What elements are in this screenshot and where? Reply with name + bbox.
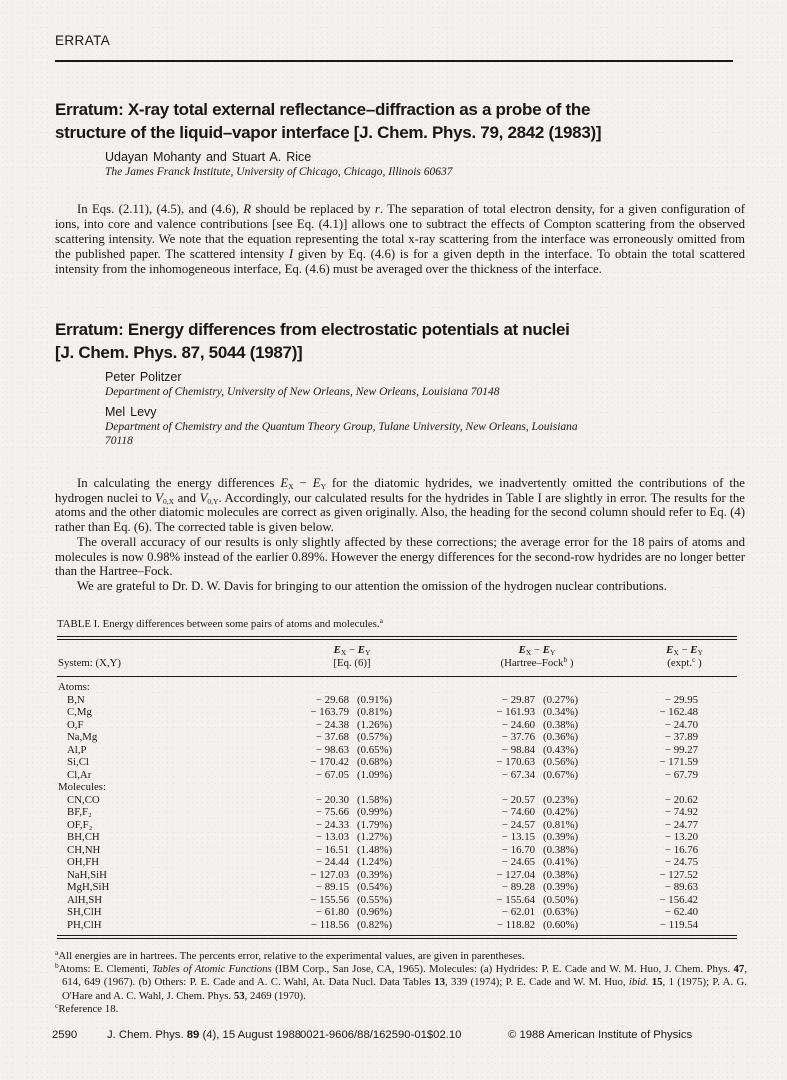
footnote-marker-b: b	[563, 655, 568, 664]
eq6-value: − 127.03	[310, 868, 349, 881]
col-header-expt	[627, 644, 742, 670]
masthead-label: ERRATA	[55, 33, 111, 48]
eq6-percent: (0.91%)	[357, 693, 393, 706]
hartree-fock-percent: (0.63%)	[543, 906, 579, 918]
italic-title: Tables of Atomic Functions	[152, 963, 272, 976]
erratum2-paragraph-3: We are grateful to Dr. D. W. Davis for bringing to our attention the omission of the hydrogen nuclear contributions.	[77, 578, 667, 593]
expt-value: − 16.76	[664, 843, 698, 856]
math-minus: −	[678, 644, 691, 656]
eq6-formula	[257, 644, 447, 657]
erratum2-author2: Mel Levy	[105, 405, 157, 419]
eq6-value: − 118.56	[310, 918, 349, 931]
footnote-marker-a: a	[55, 948, 59, 957]
erratum1-title-line1: Erratum: X-ray total external reflectance–diffraction as a probe of the	[55, 100, 591, 119]
footnote-marker-b: b	[55, 961, 59, 971]
math-var-E: E	[666, 644, 674, 656]
table-row	[57, 894, 737, 907]
eq6-value: − 24.33	[315, 818, 349, 831]
table-row	[57, 881, 737, 894]
math-var-E: E	[312, 476, 321, 490]
expt-subhead	[627, 657, 742, 670]
eq6-percent: (0.68%)	[357, 756, 393, 768]
eq6-value: − 16.51	[315, 843, 349, 856]
erratum2-author1: Peter Politzer	[105, 370, 182, 384]
eq6-percent: (0.96%)	[357, 906, 393, 918]
erratum1-paragraph	[55, 202, 745, 277]
table-header	[57, 640, 737, 670]
col-header-system	[57, 644, 257, 670]
eq6-value: − 13.03	[315, 831, 349, 843]
table-row	[57, 831, 737, 844]
expt-value: − 24.77	[664, 818, 698, 831]
erratum1-authors: Udayan Mohanty and Stuart A. Rice	[105, 150, 312, 164]
math-var-E: E	[542, 644, 550, 656]
eq6-value: − 37.68	[315, 731, 349, 743]
table-row	[57, 844, 737, 857]
expt-value: − 156.42	[659, 893, 698, 906]
eq6-percent: (0.82%)	[357, 918, 393, 931]
erratum2-affiliation2	[105, 420, 578, 448]
hartree-fock-value: − 74.60	[501, 806, 535, 818]
eq6-subhead: [Eq. (6)]	[333, 657, 371, 669]
table-row	[57, 819, 737, 832]
eq6-percent: (0.65%)	[357, 743, 393, 756]
text-segment: . Accordingly, our calculated results for the hydrides in Table I are slightly in error. The results for the atoms and the other diatomic molecules are correct as given originally. Also, the heading for the second column should refer to Eq. (4) rather than Eq. (6). The corrected table is given below.	[55, 490, 745, 535]
table-caption	[57, 618, 747, 630]
expt-value: − 24.70	[664, 718, 698, 731]
table-footnotes	[55, 950, 747, 1016]
hartree-fock-percent: (0.43%)	[543, 743, 579, 756]
text-segment: In Eqs. (2.11), (4.5), and (4.6),	[77, 202, 244, 216]
eq6-percent: (0.57%)	[357, 731, 393, 743]
math-sub-X: X	[340, 648, 347, 657]
math-var-E: E	[280, 476, 289, 490]
text-segment: given by Eq. (4.6) is for a given depth in the interface. To obtain the total scattered intensity from the inhomogeneous interface, Eq. (4.6) must be averaged over the thickness of the interface.	[55, 247, 746, 276]
footer-copyright: © 1988 American Institute of Physics	[508, 1029, 693, 1041]
text-segment: . The separation of total electron density, for a given configuration of ions, into core and valence contributions [see Eq. (4.1)] allows one to subtract the effects of Compton scattering from the observed scattering intensity. We note that the equation representing the total x-ray scattering from the interface was erroneously omitted from the published paper. The scattered intensity	[55, 202, 745, 261]
eq6-value: − 61.80	[315, 906, 349, 918]
system-cell: CN,CO	[67, 793, 100, 806]
math-E-X-minus-E-Y	[280, 476, 326, 490]
page-footer	[0, 1029, 787, 1045]
erratum2-paragraph-1	[55, 476, 745, 535]
system-cell: PH,ClH	[67, 918, 102, 931]
hartree-fock-value: − 16.70	[501, 843, 535, 856]
hf-subhead	[447, 657, 627, 670]
eq6-value: − 75.66	[315, 806, 349, 818]
text-segment: and	[174, 490, 200, 505]
table-row	[57, 756, 737, 769]
hartree-fock-percent: (0.81%)	[543, 818, 579, 831]
system-header-label: System: (X,Y)	[58, 657, 121, 669]
hartree-fock-percent: (0.38%)	[543, 718, 579, 731]
footer-issn-code: 0021-9606/88/162590-01$02.10	[300, 1029, 462, 1041]
system-cell: NaH,SiH	[67, 868, 107, 881]
hartree-fock-percent: (0.23%)	[543, 793, 579, 806]
expt-value: − 20.62	[664, 793, 698, 806]
bold-volume: 15	[651, 976, 663, 989]
math-var-E: E	[518, 644, 526, 656]
math-sub-Y: Y	[364, 648, 371, 657]
math-sub-Y: Y	[320, 482, 326, 491]
hartree-fock-value: − 29.87	[501, 693, 535, 706]
footnote-b	[55, 963, 747, 1003]
table-row	[57, 856, 737, 869]
system-cell: C,Mg	[67, 706, 92, 718]
eq6-percent: (0.55%)	[357, 893, 393, 906]
text-segment: , 339 (1974); P. E. Cade and W. M. Huo,	[445, 976, 629, 989]
math-sub-Y: Y	[697, 648, 703, 657]
hartree-fock-value: − 13.15	[501, 831, 535, 843]
expt-value: − 171.59	[659, 756, 698, 768]
table-row	[57, 731, 737, 744]
erratum1-body	[55, 202, 745, 277]
text-segment: (4), 15 August 1988	[199, 1029, 302, 1041]
math-var-V: V	[199, 490, 208, 505]
expt-value: − 29.95	[664, 693, 698, 706]
math-minus: −	[531, 644, 543, 656]
table-row	[57, 769, 737, 782]
footer-journal-citation	[107, 1029, 301, 1041]
footnote-marker-c: c	[55, 1000, 59, 1010]
hartree-fock-value: − 24.57	[501, 818, 535, 831]
affiliation2-line1: Department of Chemistry and the Quantum Theory Group, Tulane University, New Orleans, Louisiana	[105, 421, 578, 433]
system-cell: B,N	[67, 693, 85, 706]
table-caption-text: Energy differences between some pairs of atoms and molecules.	[99, 618, 380, 630]
expt-value: − 37.89	[664, 731, 698, 743]
math-var-V: V	[155, 490, 163, 505]
math-sub-X: X	[673, 648, 679, 657]
col-header-hartree-fock	[447, 644, 627, 670]
hartree-fock-percent: (0.36%)	[543, 731, 579, 743]
eq6-percent: (0.99%)	[357, 806, 393, 818]
bold-volume: 47	[733, 963, 745, 976]
eq6-value: − 24.44	[315, 856, 349, 868]
table-row	[57, 906, 737, 919]
bold-volume: 89	[186, 1029, 200, 1041]
hf-subhead-close: )	[567, 657, 574, 669]
erratum1-title	[55, 98, 745, 144]
erratum2-title-line2: [J. Chem. Phys. 87, 5044 (1987)]	[55, 343, 303, 362]
italic-ibid: ibid.	[628, 976, 649, 989]
hartree-fock-percent: (0.39%)	[543, 881, 579, 893]
text-segment: , 614, 649 (1967). (b) Others: P. E. Cade and A. C. Wahl, At. Data Nucl. Data Tables	[62, 963, 748, 989]
math-sub-0X: 0,X	[162, 496, 175, 506]
hartree-fock-percent: (0.56%)	[543, 756, 579, 768]
math-minus: −	[293, 476, 313, 490]
system-cell: OH,FH	[67, 856, 100, 868]
system-cell: BH,CH	[67, 831, 100, 843]
eq6-value: − 29.68	[315, 693, 349, 706]
eq6-percent: (1.09%)	[357, 768, 393, 781]
eq6-value: − 24.38	[315, 718, 349, 731]
math-var-E: E	[333, 644, 341, 656]
expt-value: − 162.48	[659, 706, 698, 718]
bold-volume: 53	[233, 989, 245, 1002]
math-var-R: R	[243, 202, 252, 216]
text-segment: , 2469 (1970).	[244, 989, 306, 1002]
expt-value: − 24.75	[664, 856, 698, 868]
expt-subhead-close: )	[695, 657, 702, 669]
table-row	[57, 744, 737, 757]
hartree-fock-percent: (0.67%)	[543, 768, 579, 781]
eq6-value: − 20.30	[315, 793, 349, 806]
math-var-E: E	[357, 644, 365, 656]
eq6-percent: (0.81%)	[357, 706, 393, 718]
hartree-fock-percent: (0.38%)	[543, 843, 579, 856]
table-bottom-rule	[57, 935, 737, 939]
hartree-fock-value: − 127.04	[496, 868, 535, 881]
hartree-fock-percent: (0.38%)	[543, 868, 579, 881]
expt-formula	[627, 644, 742, 657]
text-segment: Atoms: E. Clementi,	[58, 963, 153, 976]
table-row	[57, 869, 737, 882]
system-cell: MgH,SiH	[67, 881, 110, 893]
erratum1-title-line2: structure of the liquid–vapor interface [J. Chem. Phys. 79, 2842 (1983)]	[55, 123, 602, 142]
erratum2-title-line1: Erratum: Energy differences from electrostatic potentials at nuclei	[55, 320, 570, 339]
hartree-fock-percent: (0.34%)	[543, 706, 579, 718]
math-sub-Y: Y	[549, 648, 556, 657]
expt-value: − 127.52	[659, 868, 698, 881]
footnote-a-text: All energies are in hartrees. The percents error, relative to the experimental values, are given in parentheses.	[58, 950, 525, 962]
table-row	[57, 694, 737, 707]
system-cell: Al,P	[67, 743, 87, 756]
eq6-value: − 67.05	[315, 768, 349, 781]
hf-subhead-text: (Hartree–Fock	[500, 657, 564, 669]
system-cell: OF,F₂	[67, 818, 93, 831]
table-row	[57, 794, 737, 807]
erratum2-title	[55, 318, 745, 364]
table-caption-label: TABLE I.	[57, 618, 100, 630]
system-cell: BF,F₂	[67, 806, 92, 818]
system-cell: AlH,SH	[67, 893, 103, 906]
expt-value: − 89.63	[664, 881, 698, 893]
eq6-percent: (1.58%)	[357, 793, 393, 806]
expt-value: − 99.27	[664, 743, 698, 756]
hartree-fock-percent: (0.27%)	[543, 693, 579, 706]
expt-value: − 62.40	[664, 906, 698, 918]
table-row	[57, 706, 737, 719]
eq6-percent: (1.24%)	[357, 856, 393, 868]
erratum2-affiliation1: Department of Chemistry, University of New Orleans, New Orleans, Louisiana 70148	[105, 386, 500, 398]
erratum2-paragraph-2: The overall accuracy of our results is only slightly affected by these corrections; the average error for the 18 pairs of atoms and molecules is now 0.98% instead of the earlier 0.89%. However the energy differences for the second-row hydrides are no longer better than the Hartree–Fock.	[55, 534, 745, 579]
footnote-marker-c: c	[692, 655, 696, 664]
expt-value: − 13.20	[664, 831, 698, 843]
hartree-fock-value: − 170.63	[496, 756, 535, 768]
expt-value: − 67.79	[664, 768, 698, 781]
hartree-fock-value: − 98.84	[501, 743, 535, 756]
hartree-fock-percent: (0.50%)	[543, 893, 579, 906]
hartree-fock-value: − 67.34	[501, 768, 535, 781]
text-segment: (IBM Corp., San Jose, CA, 1965). Molecules: (a) Hydrides: P. E. Cade and W. M. Huo, J. Chem. Phys.	[271, 963, 734, 976]
table-body	[57, 677, 737, 935]
math-var-I: I	[288, 247, 294, 261]
table-section-label: Atoms:	[58, 681, 90, 693]
eq6-percent: (1.48%)	[357, 843, 393, 856]
system-cell: CH,NH	[67, 843, 101, 856]
text-segment: should be replaced by	[251, 202, 375, 216]
math-sub-X: X	[288, 482, 294, 491]
expt-value: − 119.54	[659, 918, 698, 931]
hartree-fock-value: − 155.64	[496, 893, 535, 906]
footnote-a	[55, 950, 747, 963]
text-segment: In calculating the energy differences	[77, 476, 281, 490]
math-sub-X: X	[525, 648, 532, 657]
table-section-label: Molecules:	[58, 781, 106, 793]
math-minus: −	[346, 644, 358, 656]
hartree-fock-value: − 24.65	[501, 856, 535, 868]
footnote-c	[55, 1000, 747, 1016]
hf-formula	[447, 644, 627, 657]
col-header-eq6	[257, 644, 447, 670]
hartree-fock-value: − 161.93	[496, 706, 535, 718]
eq6-percent: (0.54%)	[357, 881, 393, 893]
eq6-percent: (1.26%)	[357, 718, 393, 731]
math-sub-0Y: 0,Y	[207, 496, 219, 506]
masthead-rule	[55, 60, 733, 62]
expt-value: − 74.92	[664, 806, 698, 818]
eq6-value: − 89.15	[315, 881, 349, 893]
system-cell: Si,Cl	[67, 756, 89, 768]
text-segment: for the diatomic hydrides, we inadvertently omitted the contributions of the hydrogen nuclei to	[55, 476, 745, 505]
erratum2-body	[55, 476, 745, 594]
footer-page-number: 2590	[52, 1029, 78, 1041]
expt-subhead-text: (expt.	[667, 657, 693, 669]
hartree-fock-value: − 89.28	[501, 881, 535, 893]
system-cell: SH,ClH	[67, 906, 102, 918]
hartree-fock-value: − 62.01	[501, 906, 535, 918]
bold-volume: 13	[434, 976, 445, 989]
hartree-fock-percent: (0.39%)	[543, 831, 579, 843]
hartree-fock-value: − 118.82	[496, 918, 535, 931]
footnote-marker-a: a	[379, 616, 383, 625]
math-V-0Y	[200, 491, 219, 505]
math-V-0X	[155, 491, 174, 505]
math-var-E: E	[690, 644, 698, 656]
hartree-fock-percent: (0.41%)	[543, 856, 579, 868]
table-row	[57, 919, 737, 932]
table-row	[57, 719, 737, 732]
hartree-fock-value: − 20.57	[501, 793, 535, 806]
eq6-value: − 98.63	[315, 743, 349, 756]
system-cell: Cl,Ar	[67, 768, 92, 781]
table	[57, 636, 737, 939]
system-cell: Na,Mg	[67, 731, 98, 743]
eq6-value: − 170.42	[310, 756, 349, 768]
hartree-fock-value: − 37.76	[501, 731, 535, 743]
eq6-percent: (0.39%)	[357, 868, 393, 881]
eq6-value: − 155.56	[310, 893, 349, 906]
hartree-fock-value: − 24.60	[501, 718, 535, 731]
hartree-fock-percent: (0.60%)	[543, 918, 579, 931]
text-segment: J. Chem. Phys.	[107, 1029, 187, 1041]
table-row	[57, 806, 737, 819]
math-var-r: r	[374, 202, 380, 216]
hartree-fock-percent: (0.42%)	[543, 806, 579, 818]
system-cell: O,F	[67, 718, 84, 731]
eq6-value: − 163.79	[310, 706, 349, 718]
footnote-c-text: Reference 18.	[58, 1002, 119, 1015]
eq6-percent: (1.27%)	[357, 831, 393, 843]
text-segment: , 1 (1975); P. A. G. O'Hare and A. C. Wahl, J. Chem. Phys.	[62, 976, 747, 1002]
affiliation2-line2: 70118	[105, 435, 133, 447]
eq6-percent: (1.79%)	[357, 818, 393, 831]
erratum1-affiliation: The James Franck Institute, University of Chicago, Chicago, Illinois 60637	[105, 166, 453, 178]
